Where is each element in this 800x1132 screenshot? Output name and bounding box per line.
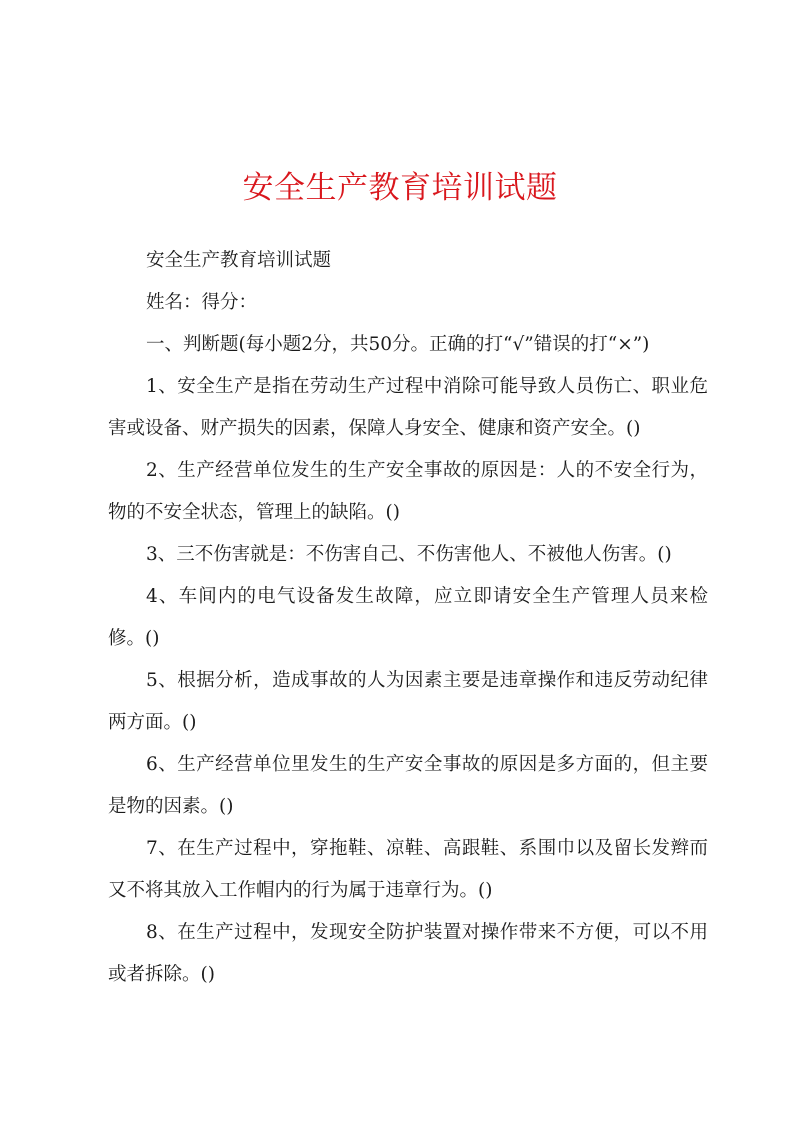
- question-8: 8、在生产过程中，发现安全防护装置对操作带来不方便，可以不用或者拆除。(): [108, 922, 708, 985]
- question-7: 7、在生产过程中，穿拖鞋、凉鞋、高跟鞋、系围巾以及留长发辫而又不将其放入工作帽内的行为属于违章行为。(): [108, 838, 708, 901]
- question-2: 2、生产经营单位发生的生产安全事故的原因是：人的不安全行为，物的不安全状态，管理上的缺陷。(): [108, 460, 708, 523]
- document-body: [108, 240, 708, 996]
- question-3: 3、三不伤害就是：不伤害自己、不伤害他人、不被他人伤害。(): [146, 544, 672, 565]
- question-4: 4、车间内的电气设备发生故障，应立即请安全生产管理人员来检修。(): [108, 586, 708, 649]
- question-5: 5、根据分析，造成事故的人为因素主要是违章操作和违反劳动纪律两方面。(): [108, 670, 708, 733]
- page-title: 安全生产教育培训试题: [242, 170, 558, 206]
- question-1: 1、安全生产是指在劳动生产过程中消除可能导致人员伤亡、职业危害或设备、财产损失的因素，保障人身安全、健康和资产安全。(): [108, 376, 708, 439]
- subtitle: 安全生产教育培训试题: [146, 250, 332, 271]
- name-score-line: 姓名：得分：: [146, 292, 258, 313]
- question-6: 6、生产经营单位里发生的生产安全事故的原因是多方面的，但主要是物的因素。(): [108, 754, 708, 817]
- section-heading: 一、判断题(每小题2分，共50分。正确的打“√”错误的打“×”): [146, 334, 650, 355]
